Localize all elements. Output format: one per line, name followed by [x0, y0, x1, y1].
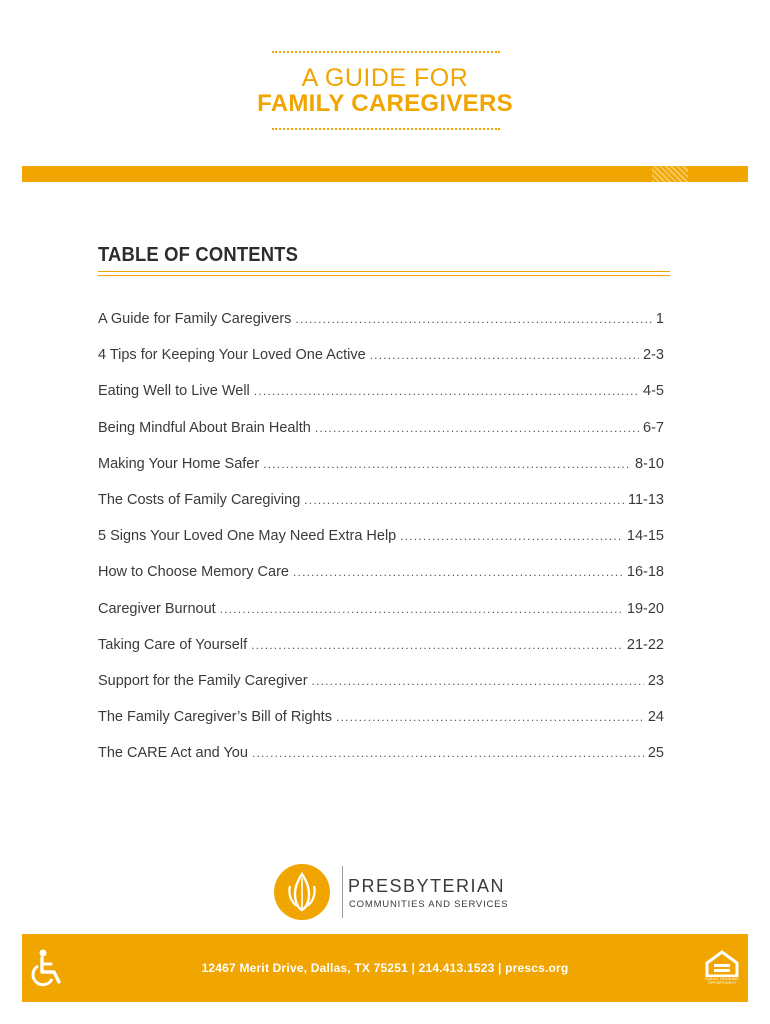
- toc-rule: [98, 271, 670, 272]
- toc-entry: [98, 709, 664, 745]
- toc-entry-pages: 23: [647, 672, 664, 689]
- toc-entry: [98, 347, 664, 383]
- toc-entry: [98, 745, 664, 781]
- toc-dot-leader: [315, 421, 639, 435]
- toc-entry-pages: 14-15: [626, 528, 664, 545]
- toc-heading: TABLE OF CONTENTS: [98, 244, 299, 266]
- presbyterian-logo: [272, 864, 532, 924]
- toc-entry: [98, 637, 664, 673]
- eho-label: EQUAL HOUSING OPPORTUNITY: [705, 976, 739, 985]
- toc-dot-leader: [370, 348, 639, 362]
- toc-entry-pages: 1: [655, 311, 664, 327]
- toc-entry-title: Making Your Home Safer: [98, 455, 260, 472]
- guide-title-line2: FAMILY CAREGIVERS: [257, 90, 513, 117]
- logo-subtitle: COMMUNITIES AND SERVICES: [349, 899, 509, 910]
- footer-bar: [22, 934, 748, 1002]
- toc-entry-title: Being Mindful About Brain Health: [98, 419, 311, 436]
- toc-rule: [98, 275, 670, 276]
- toc-entry: [98, 383, 664, 419]
- toc-entry-pages: 19-20: [626, 600, 664, 617]
- toc-dot-leader: [254, 384, 639, 398]
- toc-dot-leader: [400, 529, 623, 543]
- toc-entry-pages: 6-7: [643, 419, 664, 436]
- toc-entry-title: A Guide for Family Caregivers: [98, 311, 292, 327]
- praying-hands-logo-icon: [274, 864, 330, 920]
- toc-entry: [98, 601, 664, 637]
- toc-entry-title: The CARE Act and You: [98, 745, 248, 762]
- toc-entry: [98, 528, 664, 564]
- toc-entry-pages: 24: [647, 709, 664, 726]
- toc-entry: [98, 492, 664, 528]
- toc-dot-leader: [295, 312, 652, 326]
- toc-dot-leader: [263, 457, 631, 471]
- toc-entry: [98, 311, 664, 347]
- toc-entry-title: Eating Well to Live Well: [98, 383, 250, 400]
- toc-entry-pages: 4-5: [643, 383, 664, 400]
- toc-entry-title: Taking Care of Yourself: [98, 636, 248, 653]
- toc-entry-title: The Costs of Family Caregiving: [98, 491, 301, 508]
- equal-housing-opportunity-icon: [704, 950, 740, 986]
- toc-dot-leader: [304, 493, 624, 507]
- toc-dot-leader: [293, 565, 623, 579]
- accent-bar-hatch: [652, 166, 688, 182]
- toc-entry: [98, 456, 664, 492]
- bottom-dotted-rule: [272, 128, 500, 130]
- logo-divider: [342, 866, 343, 918]
- toc-entry-title: 4 Tips for Keeping Your Loved One Active: [98, 347, 366, 364]
- toc-dot-leader: [336, 710, 644, 724]
- toc-dot-leader: [251, 638, 623, 652]
- toc-entry-title: Caregiver Burnout: [98, 600, 216, 617]
- toc-entry-title: 5 Signs Your Loved One May Need Extra Help: [98, 528, 397, 545]
- toc-entry-pages: 11-13: [627, 491, 664, 508]
- toc-entry-pages: 8-10: [634, 455, 664, 472]
- toc-dot-leader: [220, 602, 623, 616]
- toc-entry-pages: 16-18: [626, 564, 664, 581]
- footer-contact: 12467 Merit Drive, Dallas, TX 75251 | 214.413.1523 | prescs.org: [201, 961, 569, 975]
- toc-dot-leader: [252, 746, 644, 760]
- toc-entry-title: Support for the Family Caregiver: [98, 672, 308, 689]
- guide-title-line1: A GUIDE FOR: [301, 64, 469, 92]
- toc-list: [98, 311, 664, 781]
- toc-entry-pages: 25: [647, 745, 664, 762]
- toc-entry: [98, 673, 664, 709]
- toc-entry-pages: 2-3: [643, 347, 664, 364]
- toc-entry-pages: 21-22: [626, 636, 664, 653]
- top-dotted-rule: [272, 51, 500, 53]
- toc-entry: [98, 420, 664, 456]
- toc-dot-leader: [312, 674, 644, 688]
- logo-name: PRESBYTERIAN: [348, 876, 506, 896]
- toc-entry-title: The Family Caregiver’s Bill of Rights: [98, 709, 332, 726]
- toc-entry-title: How to Choose Memory Care: [98, 564, 289, 581]
- toc-entry: [98, 564, 664, 600]
- document-header: [0, 0, 770, 160]
- accent-bar: [22, 166, 748, 182]
